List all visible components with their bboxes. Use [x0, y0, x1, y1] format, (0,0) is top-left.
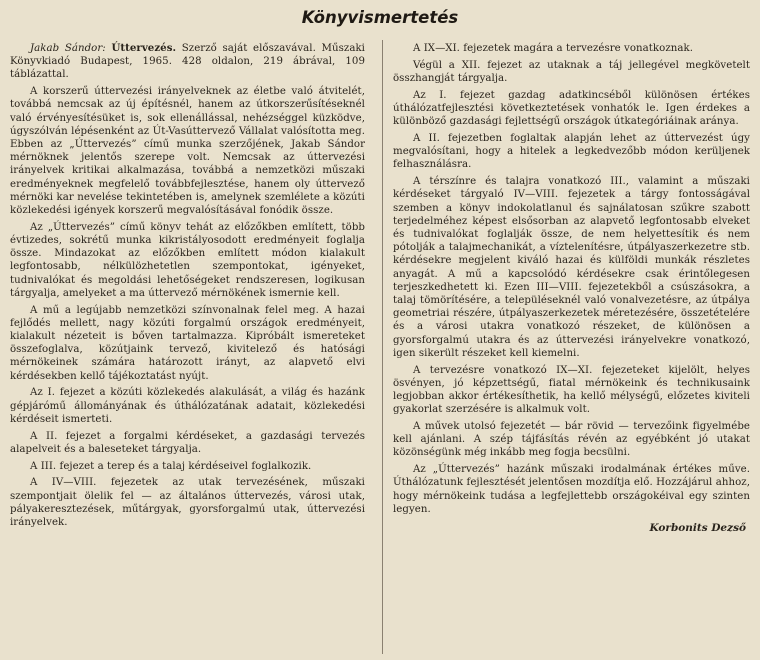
left-column: [10, 42, 365, 533]
paragraph: A IV—VIII. fejezetek az utak tervezésének, műszaki szempontjait ölelik fel — az általános úttervezés, városi utak, pályakeresztezések, műtárgyak, gyorsforgalmú utak, úttervezési irányelvek.: [10, 477, 365, 529]
paragraph: A II. fejezet a forgalmi kérdéseket, a gazdasági tervezés alapelveit és a baleseteket tárgyalja.: [10, 430, 365, 455]
paragraph: A IX—XI. fejezetek magára a tervezésre vonatkoznak.: [413, 43, 693, 54]
book-title: Úttervezés.: [111, 42, 177, 54]
book-publication-info: Szerző saját előszavával. Műszaki Könyvkiadó Budapest, 1965. 428 oldalon, 219 ábrával, 109 táblázattal.: [10, 43, 365, 81]
paragraph: A korszerű úttervezési irányelveknek az életbe való átvitelét, továbbá nemcsak az új építésnél, hanem az útkorszerűsítéseknél való érvényesítésüket is, sok ellenállással, nehézséggel küzködve, úgyszólván lépésenként az Út-Vasúttervező Vállalat valósította meg. Ebben az „Úttervezés” című munka szerzőjének, Jakab Sándor mérnöknek jelentős szerepe volt. Nemcsak az úttervezési irányelvek kritikai alkalmazása, továbbá a nemzetközi műszaki eredményeknek megfelelő továbbfejlesztése, hanem oly úttervező mérnöki kar nevelése tekintetében is, amelynek szemlélete a közúti közlekedési igények korszerű megvalósításával fonódik össze.: [10, 86, 365, 217]
reviewer-signature: Korbonits Dezső: [649, 522, 746, 535]
paragraph: Az „Úttervezés” című könyv tehát az előzőkben említett, több évtizedes, sokrétű munka kikristályosodott eredményeit foglalja össze. Mindazokat az előzőkben említett módon kialakult legfontosabb, nélkülözhetetlen szempontokat, igényeket, tudnivalókat és megoldási lehetőségeket rendszeresen, logikusan tárgyalja, amelyeket a ma úttervező mérnökének ismernie kell.: [10, 221, 365, 299]
paragraph: Az I. fejezet gazdag adatkincséből különösen értékes úthálózatfejlesztési következtetések vonhatók le. Igen érdekes a különböző gazdasági fejlettségű országok útkategóriáinak aránya.: [393, 89, 750, 128]
paragraph: Az I. fejezet a közúti közlekedés alakulását, a világ és hazánk gépjárómű állományának és úthálózatának adatait, közlekedési kérdéseit ismerteti.: [10, 387, 365, 425]
column-divider: [382, 40, 383, 654]
paragraph: Végül a XII. fejezet az utaknak a táj jellegével megkövetelt összhangját tárgyalja.: [393, 59, 750, 84]
paragraph: A II. fejezetben foglaltak alapján lehet az úttervezést úgy megvalósítani, hogy a hitelek a legkedvezőbb módon kerüljenek felhasználásra.: [393, 133, 750, 171]
paragraph: A művek utolsó fejezetét — bár rövid — tervezőink figyelmébe kell ajánlani. A szép tájfásítás révén az egyébként jó utakat közönségünk még inkább meg fogja becsülni.: [393, 421, 750, 459]
book-author: Jakab Sándor:: [30, 43, 106, 54]
right-column: [393, 42, 750, 534]
paragraph: Az „Úttervezés” hazánk műszaki irodalmának értékes műve. Úthálózatunk fejlesztését jelentősen mozdítja elő. Hozzájárul ahhoz, hogy mérnökeink tudása a legfejlettebb országokéival egy szinten legyen.: [393, 464, 750, 515]
paragraph: A tervezésre vonatkozó IX—XI. fejezeteket kijelölt, helyes ösvényen, jó képzettségű, fiatal mérnökeink és technikusaink legjobban akkor értékesíthetik, ha kellő mélységű, előzetes kiviteli gyakorlat szerzésére is alkalmuk volt.: [393, 364, 750, 416]
book-citation: [10, 42, 365, 82]
paragraph: A térszínre és talajra vonatkozó III., valamint a műszaki kérdéseket tárgyaló IV—VIII. fejezetek a tárgy fontosságával szemben a könyv indokolatlanul és sajnálatosan szűkre szabott terjedelméhez képest elsősorban az alapvető legfontosabb elveket és tudnivalókat foglalják össze, de nem helyettesítik és nem pótolják a talajmechanikát, a víztelenítésre, útpályaszerkezetre stb. kérdésekre megjelent kiváló hazai és külföldi munkák részletes anyagát. A mű a kapcsolódó kérdésekre csak érintőlegesen terjeszkedhetett ki. Ezen III—VIII. fejezetekből a csúszásokra, a talaj tömörítésére, a településeknél való vonalvezetésre, az útpálya geometriai részére, útpályaszerkezetek méretezésére, összetételére és a városi utakra vonatkozó részeket, de különösen a gyorsforgalmú utakra és az úttervezési irányelvekre vonatkozó, igen sikerült részeket kell kiemelni.: [393, 176, 750, 359]
paragraph: A III. fejezet a terep és a talaj kérdéseivel foglalkozik.: [30, 460, 312, 472]
paragraph: A mű a legújabb nemzetközi színvonalnak felel meg. A hazai fejlődés mellett, nagy közúti forgalmú országok eredményeit, kialakult nézeteit is bőven tartalmazza. Kipróbált ismereteket összefoglalva, közútjaink tervező, kivitelező és hatósági mérnökeinek számára határozott irányt, az alapvető elvi kérdésekben kellő tájékoztatást nyújt.: [10, 304, 365, 382]
section-heading: Könyvismertetés: [301, 8, 459, 27]
